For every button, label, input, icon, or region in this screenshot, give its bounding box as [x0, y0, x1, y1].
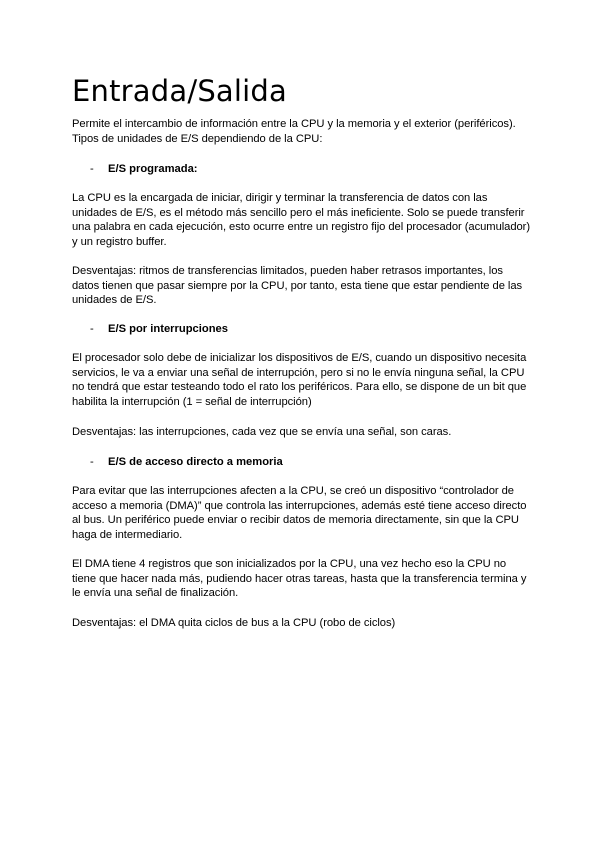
intro-paragraph: [72, 117, 532, 146]
paragraph-programada-description: La CPU es la encargada de iniciar, dirigir y terminar la transferencia de datos con las unidades de E/S, es el método más sencillo pero el más ineficiente. Solo se puede transferir una palabra en cada ejecución, esto ocurre entre un registro fijo del procesador (acumulador) y un registro buffer.: [72, 192, 531, 248]
bullet-item-programada: [90, 162, 198, 177]
section-heading-programada: E/S programada:: [108, 163, 198, 175]
bullet-dash: -: [90, 456, 94, 468]
paragraph-dma-registros: El DMA tiene 4 registros que son inicializados por la CPU, una vez hecho eso la CPU no tiene que hacer nada más, pudiendo hacer otras tareas, hasta que la transferencia termina y le envía una señal de finalización.: [72, 558, 527, 600]
bullet-item-interrupciones: [90, 322, 228, 337]
page-title: Entrada/Salida: [72, 74, 287, 108]
paragraph-interrupciones-description: El procesador solo debe de inicializar los dispositivos de E/S, cuando un dispositivo necesita servicios, le va a enviar una señal de interrupción, pero si no le envía ninguna señal, la CPU no tendrá que estar testeando todo el rato los periféricos. Para ello, se dispone de un bit que habilita la interrupción (1 = señal de interrupción): [72, 352, 527, 408]
intro-line-2: Tipos de unidades de E/S dependiendo de la CPU:: [72, 132, 323, 145]
paragraph-programada-desventajas: Desventajas: ritmos de transferencias limitados, pueden haber retrasos importantes, los datos tienen que pasar siempre por la CPU, por tanto, esta tiene que estar pendiente de las unidades de E/S.: [72, 265, 523, 307]
paragraph-dma-description: Para evitar que las interrupciones afecten a la CPU, se creó un dispositivo “controlador de acceso a memoria (DMA)” que controla las interrupciones, además esté tiene acceso directo al bus. Un periférico puede enviar o recibir datos de memoria directamente, sin que la CPU haga de intermediario.: [72, 485, 527, 541]
section-heading-dma: E/S de acceso directo a memoria: [108, 456, 283, 468]
paragraph-interrupciones-desventajas: Desventajas: las interrupciones, cada vez que se envía una señal, son caras.: [72, 426, 452, 438]
section-heading-interrupciones: E/S por interrupciones: [108, 323, 228, 335]
bullet-dash: -: [90, 163, 94, 175]
bullet-dash: -: [90, 323, 94, 335]
paragraph-dma-desventajas: Desventajas: el DMA quita ciclos de bus a la CPU (robo de ciclos): [72, 617, 396, 629]
intro-line-1: Permite el intercambio de información entre la CPU y la memoria y el exterior (periféricos).: [72, 118, 516, 130]
bullet-item-dma: [90, 455, 283, 470]
